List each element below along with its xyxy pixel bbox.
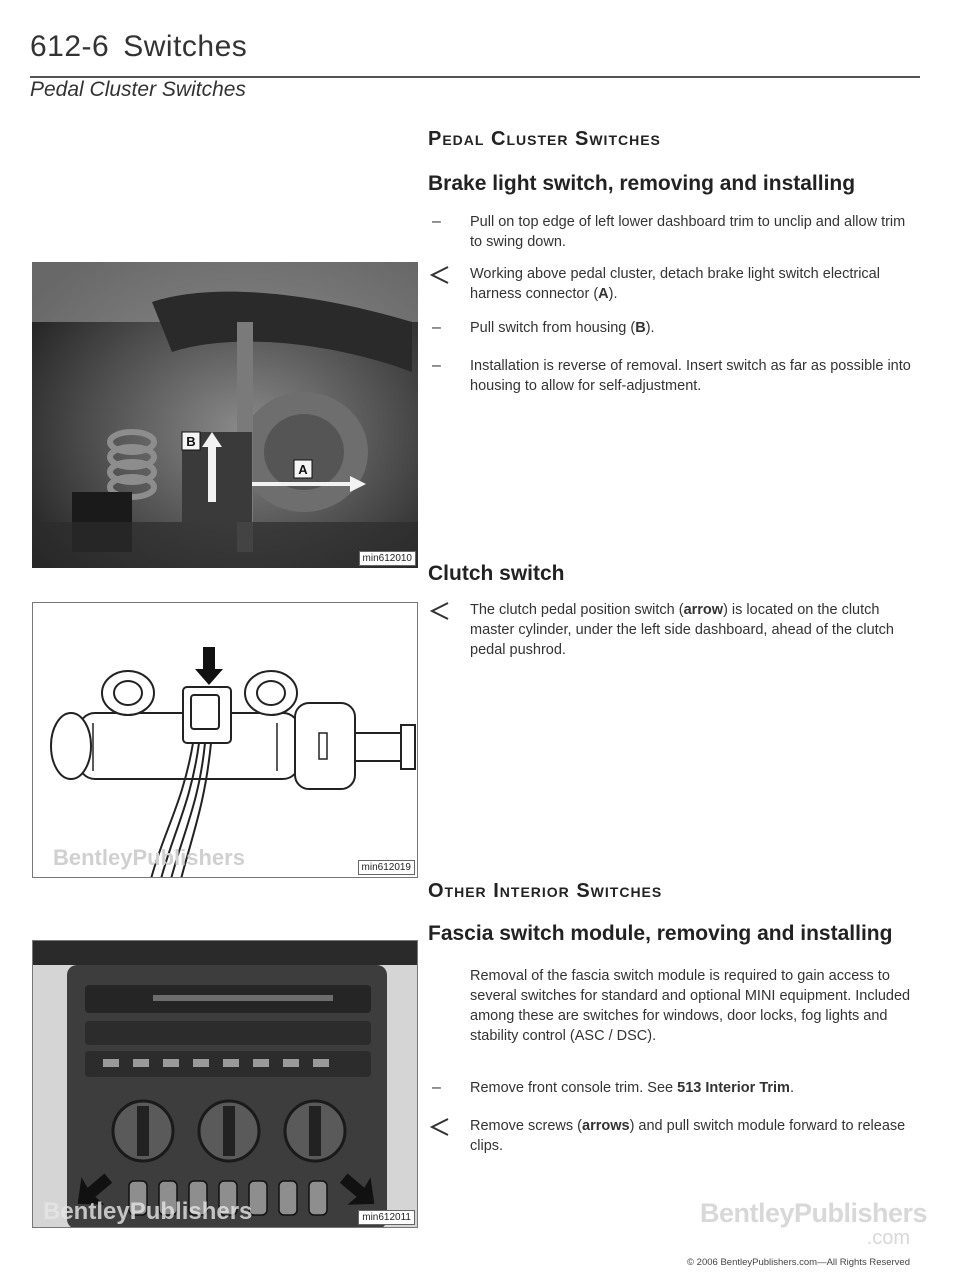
footer-logo-com: .com bbox=[866, 1227, 910, 1249]
figure-clutch-switch bbox=[32, 602, 418, 878]
figure-id: min612011 bbox=[358, 1210, 415, 1225]
copyright-notice: © 2006 BentleyPublishers.com—All Rights Reserved bbox=[687, 1257, 910, 1268]
dash-bullet-icon: – bbox=[432, 213, 441, 230]
pointer-left-icon bbox=[428, 600, 458, 626]
fascia-step-1-text: Remove front console trim. See bbox=[470, 1080, 678, 1096]
brake-step-3 bbox=[428, 318, 913, 338]
dash-bullet-icon: – bbox=[432, 357, 441, 374]
brake-switch-photo bbox=[32, 262, 418, 568]
section-heading-other-interior: Other Interior Switches bbox=[428, 880, 663, 902]
figure-brake-light-switch bbox=[32, 262, 418, 568]
fascia-step-2-end: ) and pull switch module forward to release clips. bbox=[470, 1118, 906, 1154]
fascia-step-1-end: . bbox=[789, 1080, 794, 1096]
callout-a: A bbox=[598, 286, 609, 302]
brake-step-1-text: Pull on top edge of left lower dashboard trim to unclip and allow trim to swing down. bbox=[470, 214, 906, 250]
callout-arrow: arrow bbox=[683, 602, 724, 618]
brake-step-4 bbox=[428, 356, 913, 396]
brake-step-2-end: ). bbox=[608, 286, 618, 302]
page-title bbox=[30, 30, 920, 64]
clutch-switch-drawing bbox=[33, 603, 418, 878]
watermark-text: BentleyPublishers bbox=[43, 1198, 253, 1225]
brake-step-3-text: Pull switch from housing ( bbox=[470, 320, 636, 336]
pointer-left-icon bbox=[428, 1116, 458, 1142]
watermark-text: BentleyPublishers bbox=[53, 845, 245, 870]
page-header bbox=[30, 30, 920, 101]
clutch-step-1 bbox=[428, 600, 913, 660]
cross-reference: 513 Interior Trim bbox=[677, 1080, 790, 1096]
label-b: B bbox=[186, 434, 196, 449]
label-a: A bbox=[298, 462, 308, 477]
brake-step-2 bbox=[428, 264, 913, 304]
section-title: Switches bbox=[123, 30, 248, 63]
clutch-step-1-text: The clutch pedal position switch ( bbox=[470, 602, 684, 618]
page-subtitle: Pedal Cluster Switches bbox=[30, 78, 246, 101]
fascia-module-photo bbox=[33, 941, 418, 1228]
callout-arrows: arrows bbox=[582, 1118, 630, 1134]
pointer-left-icon bbox=[428, 264, 458, 290]
figure-fascia-module bbox=[32, 940, 418, 1228]
dash-bullet-icon: – bbox=[432, 319, 441, 336]
fascia-step-2 bbox=[428, 1116, 913, 1156]
figure-id: min612010 bbox=[359, 551, 416, 566]
brake-step-3-end: ). bbox=[645, 320, 655, 336]
subheading-fascia-module: Fascia switch module, removing and installing bbox=[428, 922, 893, 945]
footer-logo bbox=[700, 1198, 928, 1249]
footer-logo-text: BentleyPublishers bbox=[700, 1198, 928, 1228]
callout-b: B bbox=[635, 320, 646, 336]
section-number: 612-6 bbox=[30, 30, 110, 63]
section-heading-pedal-cluster: Pedal Cluster Switches bbox=[428, 128, 661, 150]
fascia-step-1 bbox=[428, 1078, 913, 1098]
figure-id: min612019 bbox=[358, 860, 415, 875]
fascia-intro: Removal of the fascia switch module is required to gain access to several switches for standard and optional MINI equipment. Included among these are switches for windows, door locks, fog lights and stability control (ASC / DSC). bbox=[470, 968, 911, 1044]
fascia-step-2-text: Remove screws ( bbox=[470, 1118, 582, 1134]
dash-bullet-icon: – bbox=[432, 1079, 441, 1096]
subheading-brake-light: Brake light switch, removing and installing bbox=[428, 172, 856, 195]
subheading-clutch-switch: Clutch switch bbox=[428, 562, 565, 585]
brake-step-1 bbox=[428, 212, 913, 252]
clutch-step-1-end: ) is located on the clutch master cylinder, under the left side dashboard, ahead of the clutch pedal pushrod. bbox=[470, 602, 894, 658]
brake-step-4-text: Installation is reverse of removal. Insert switch as far as possible into housing to allow for self-adjustment. bbox=[470, 358, 911, 394]
brake-step-2-text: Working above pedal cluster, detach brake light switch electrical harness connector ( bbox=[470, 266, 880, 302]
